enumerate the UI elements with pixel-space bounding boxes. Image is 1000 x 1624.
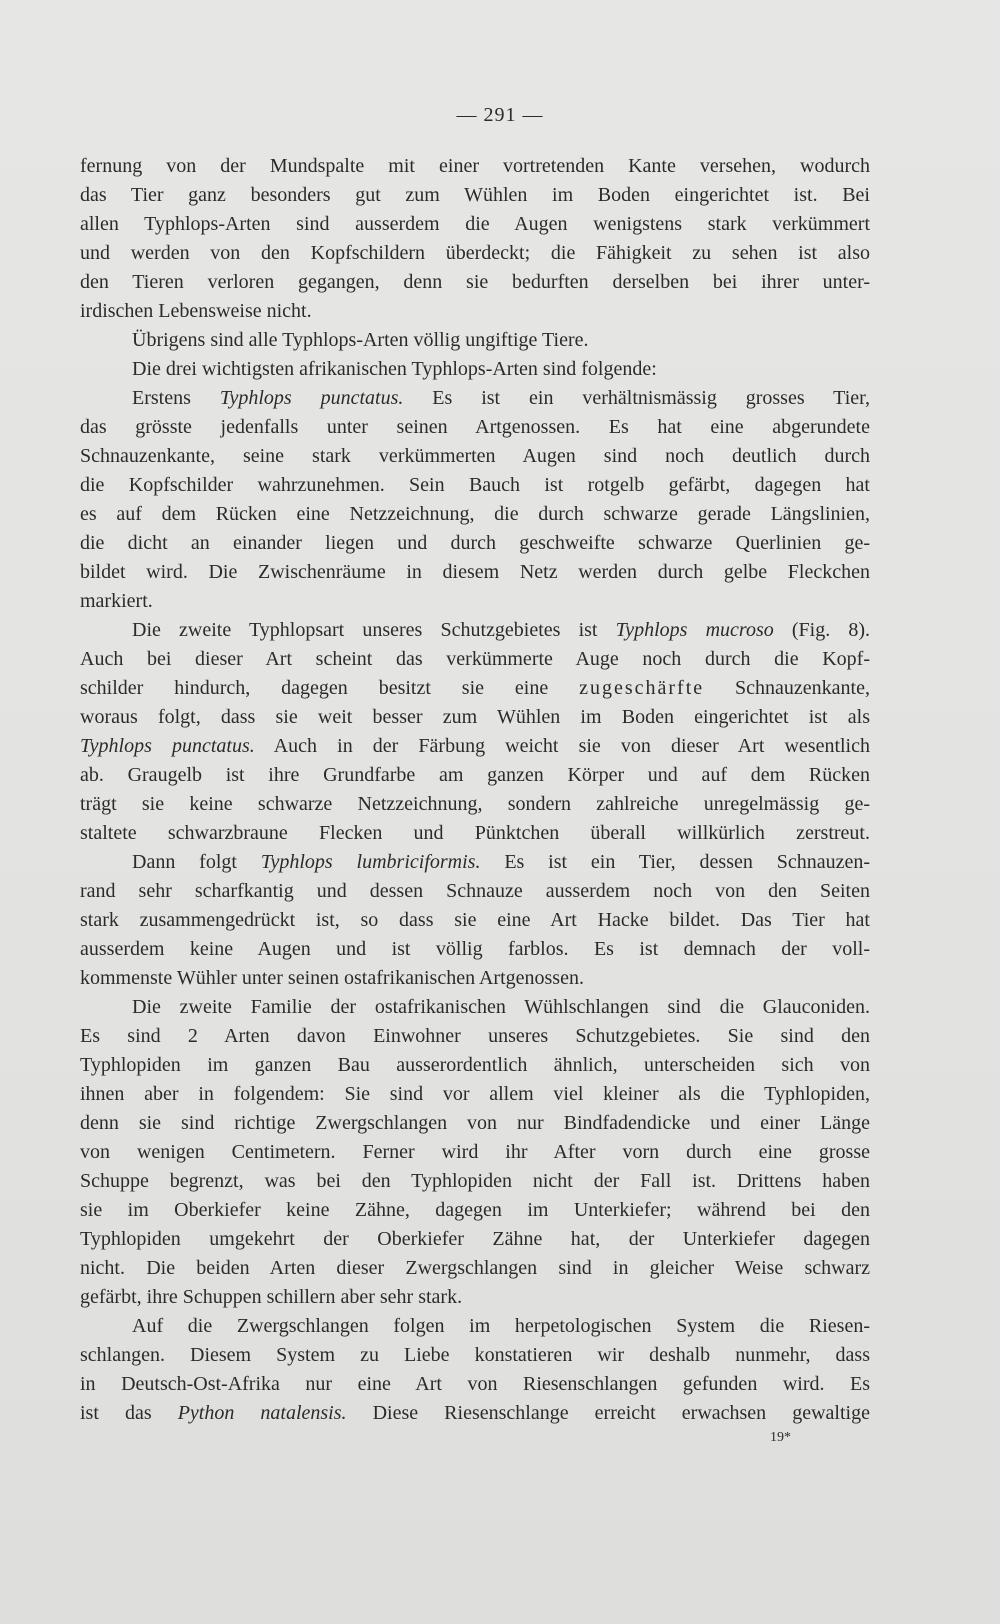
text-segment: Typhlopiden im ganzen Bau ausserordentlich ähnlich, unterscheiden sich von: [80, 1054, 870, 1076]
text-segment: stark zusammengedrückt ist, so dass sie eine Art Hacke bildet. Das Tier hat: [80, 909, 870, 931]
text-line: [80, 1022, 870, 1051]
text-segment: die Kopfschilder wahrzunehmen. Sein Bauch ist rotgelb gefärbt, dagegen hat: [80, 474, 870, 496]
text-segment: die dicht an einander liegen und durch geschweifte schwarze Querlinien ge-: [80, 532, 870, 554]
text-segment: Erstens: [132, 387, 220, 409]
text-segment: Es sind 2 Arten davon Einwohner unseres Schutzgebietes. Sie sind den: [80, 1025, 870, 1047]
text-line: [80, 268, 870, 297]
text-segment: Die zweite Typhlopsart unseres Schutzgebietes ist: [132, 619, 616, 641]
text-segment: nicht. Die beiden Arten dieser Zwergschlangen sind in gleicher Weise schwarz: [80, 1257, 870, 1279]
text-line: [80, 761, 870, 790]
text-line: [80, 732, 870, 761]
text-line: [80, 529, 870, 558]
text-line: [80, 964, 870, 993]
text-line: [80, 587, 870, 616]
text-segment: staltete schwarzbraune Flecken und Pünktchen überall willkürlich zerstreut.: [80, 822, 870, 844]
text-line: [80, 993, 870, 1022]
text-line: [80, 1051, 870, 1080]
text-segment: denn sie sind richtige Zwergschlangen von nur Bindfadendicke und einer Länge: [80, 1112, 870, 1134]
text-segment: markiert.: [80, 590, 153, 612]
text-line: [80, 674, 870, 703]
text-segment: es auf dem Rücken eine Netzzeichnung, die durch schwarze gerade Längslinien,: [80, 503, 870, 525]
text-segment: in Deutsch-Ost-Afrika nur eine Art von Riesenschlangen gefunden wird. Es: [80, 1373, 870, 1395]
text-line: [80, 442, 870, 471]
text-line: [80, 471, 870, 500]
text-line: [80, 1341, 870, 1370]
text-segment: irdischen Lebensweise nicht.: [80, 300, 312, 322]
text-line: [80, 1254, 870, 1283]
text-segment: Auch bei dieser Art scheint das verkümmerte Auge noch durch die Kopf-: [80, 648, 870, 670]
text-line: [80, 1225, 870, 1254]
text-segment: das Tier ganz besonders gut zum Wühlen im Boden eingerichtet ist. Bei: [80, 184, 870, 206]
text-segment: ab. Graugelb ist ihre Grundfarbe am ganzen Körper und auf dem Rücken: [80, 764, 870, 786]
text-line: [80, 1399, 870, 1428]
text-line: [80, 500, 870, 529]
text-segment: von wenigen Centimetern. Ferner wird ihr After vorn durch eine grosse: [80, 1141, 870, 1163]
species-name: Typhlops mucroso: [615, 619, 774, 641]
text-line: [80, 1167, 870, 1196]
text-line: [80, 1080, 870, 1109]
text-line: [80, 703, 870, 732]
text-line: [80, 181, 870, 210]
text-line: [80, 877, 870, 906]
text-segment: schilder hindurch, dagegen besitzt sie eine: [80, 677, 580, 699]
text-segment: Übrigens sind alle Typhlops-Arten völlig ungiftige Tiere.: [132, 329, 589, 351]
text-segment: ihnen aber in folgendem: Sie sind vor allem viel kleiner als die Typhlopiden,: [80, 1083, 870, 1105]
text-line: [80, 1370, 870, 1399]
text-segment: ist das: [80, 1402, 178, 1424]
text-segment: schlangen. Diesem System zu Liebe konstatieren wir deshalb nunmehr, dass: [80, 1344, 870, 1366]
text-segment: Auch in der Färbung weicht sie von dieser Art wesentlich: [254, 735, 870, 757]
text-line: [80, 1109, 870, 1138]
text-segment: trägt sie keine schwarze Netzzeichnung, sondern zahlreiche unregelmässig ge-: [80, 793, 870, 815]
text-line: [80, 297, 870, 326]
text-segment: zugeschärfte: [579, 677, 705, 699]
text-segment: Dann folgt: [132, 851, 261, 873]
text-segment: fernung von der Mundspalte mit einer vortretenden Kante versehen, wodurch: [80, 155, 870, 177]
text-line: [80, 326, 870, 355]
text-line: [80, 848, 870, 877]
species-name: Typhlops punctatus.: [80, 735, 255, 757]
text-line: [80, 819, 870, 848]
page-number: — 291 —: [456, 104, 544, 126]
text-line: [80, 1312, 870, 1341]
text-segment: Auf die Zwergschlangen folgen im herpetologischen System die Riesen-: [132, 1315, 870, 1337]
text-line: [80, 558, 870, 587]
text-segment: den Tieren verloren gegangen, denn sie bedurften derselben bei ihrer unter-: [80, 271, 870, 293]
text-line: [80, 906, 870, 935]
text-segment: woraus folgt, dass sie weit besser zum Wühlen im Boden eingerichtet ist als: [80, 706, 870, 728]
signature-mark: 19*: [770, 1430, 791, 1445]
text-line: [80, 239, 870, 268]
text-segment: Schnauzenkante, seine stark verkümmerten Augen sind noch deutlich durch: [80, 445, 870, 467]
text-segment: gefärbt, ihre Schuppen schillern aber sehr stark.: [80, 1286, 463, 1308]
text-segment: Typhlopiden umgekehrt der Oberkiefer Zähne hat, der Unterkiefer dagegen: [80, 1228, 870, 1250]
text-line: [80, 645, 870, 674]
species-name: Typhlops lumbriciformis.: [260, 851, 481, 873]
text-segment: Die zweite Familie der ostafrikanischen Wühlschlangen sind die Glauconiden.: [132, 996, 870, 1018]
text-line: [80, 1138, 870, 1167]
text-segment: Die drei wichtigsten afrikanischen Typhlops-Arten sind folgende:: [132, 358, 657, 380]
text-line: [80, 355, 870, 384]
text-line: [80, 935, 870, 964]
text-segment: Diese Riesenschlange erreicht erwachsen gewaltige: [346, 1402, 870, 1424]
text-segment: kommenste Wühler unter seinen ostafrikanischen Artgenossen.: [80, 967, 584, 989]
text-segment: rand sehr scharfkantig und dessen Schnauze ausserdem noch von den Seiten: [80, 880, 870, 902]
text-line: [80, 384, 870, 413]
text-segment: das grösste jedenfalls unter seinen Artgenossen. Es hat eine abgerundete: [80, 416, 870, 438]
text-segment: sie im Oberkiefer keine Zähne, dagegen im Unterkiefer; während bei den: [80, 1199, 870, 1221]
text-segment: ausserdem keine Augen und ist völlig farblos. Es ist demnach der voll-: [80, 938, 870, 960]
text-segment: Es ist ein Tier, dessen Schnauzen-: [480, 851, 871, 873]
text-line: [80, 1196, 870, 1225]
text-segment: Schuppe begrenzt, was bei den Typhlopiden nicht der Fall ist. Drittens haben: [80, 1170, 870, 1192]
text-segment: und werden von den Kopfschildern überdeckt; die Fähigkeit zu sehen ist also: [80, 242, 870, 264]
text-line: [80, 790, 870, 819]
text-line: [80, 152, 870, 181]
text-line: [80, 413, 870, 442]
text-segment: (Fig. 8).: [773, 619, 871, 641]
text-segment: Schnauzenkante,: [704, 677, 870, 699]
species-name: Python natalensis.: [177, 1402, 347, 1424]
text-segment: Es ist ein verhältnismässig grosses Tier,: [403, 387, 870, 409]
text-line: [80, 210, 870, 239]
text-line: [80, 616, 870, 645]
text-line: [80, 1283, 870, 1312]
body-text: [80, 152, 870, 1428]
text-segment: bildet wird. Die Zwischenräume in diesem Netz werden durch gelbe Fleckchen: [80, 561, 870, 583]
text-segment: allen Typhlops-Arten sind ausserdem die Augen wenigstens stark verkümmert: [80, 213, 870, 235]
species-name: Typhlops punctatus.: [219, 387, 404, 409]
